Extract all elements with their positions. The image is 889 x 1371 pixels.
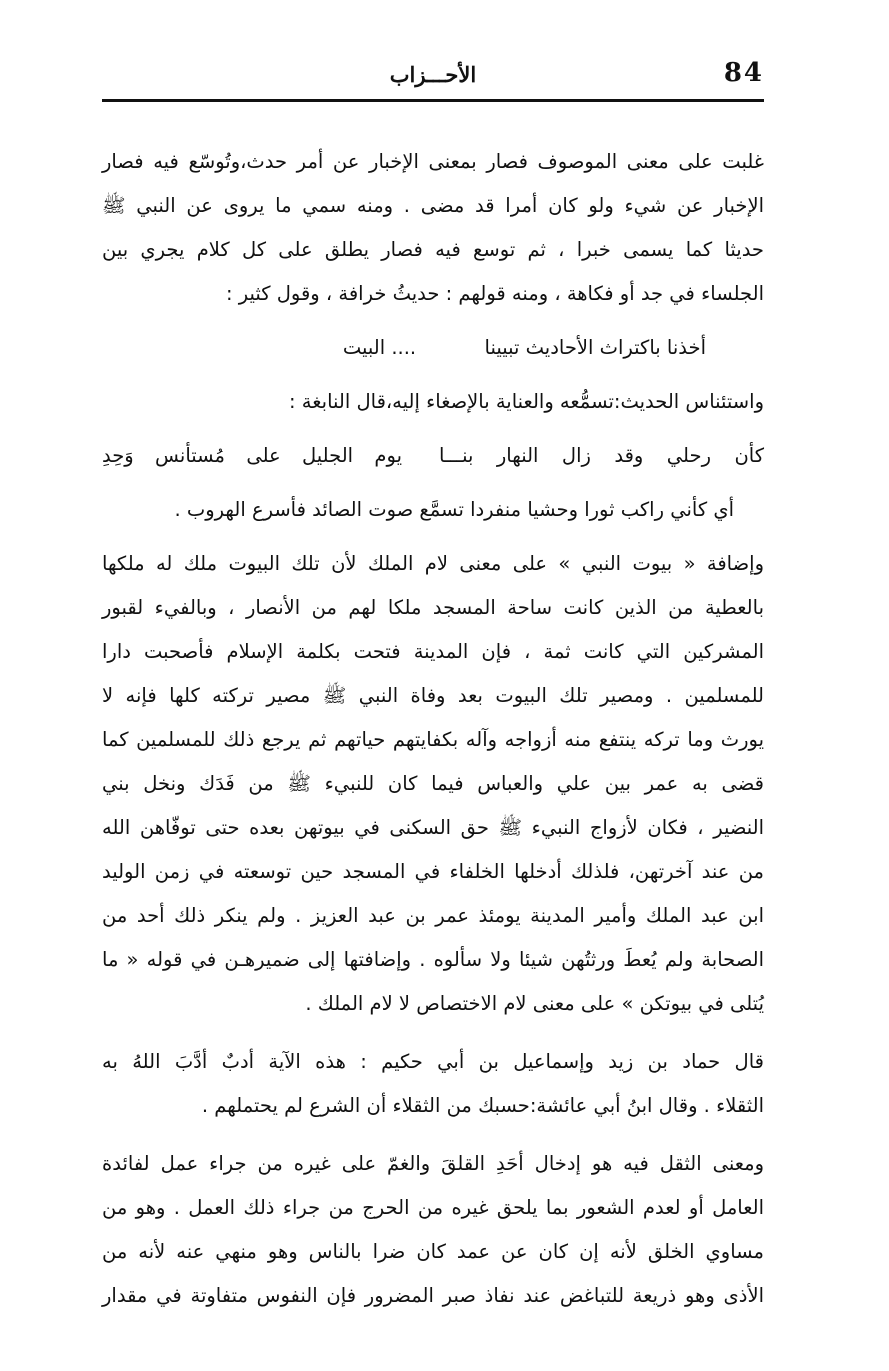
paragraph <box>102 1142 764 1318</box>
paragraph <box>102 488 764 532</box>
header-rule <box>102 99 764 102</box>
text-line: ومعنى الثقل فيه هو إدخال أحَدِ القلقَ والغمّ على غيره من جراء عمل لفائدة <box>102 1152 764 1175</box>
text-line: المشركين التي كانت ثمة ، فإن المدينة فتحت بكلمة الإسلام فأصحبت دارا <box>102 640 764 663</box>
text-line: للمسلمين . ومصير تلك البيوت بعد وفاة النبي ﷺ مصير تركته كلها فإنه لا <box>102 684 764 707</box>
text-line: الجلساء في جد أو فكاهة ، ومنه قولهم : حديثُ خرافة ، وقول كثير : <box>225 282 764 305</box>
paragraph <box>102 380 764 424</box>
paragraph <box>102 140 764 316</box>
text-line: النضير ، فكان لأزواج النبيء ﷺ حق السكنى في بيوتهن بعده حتى توفّاهن الله <box>102 816 764 839</box>
verse-line <box>102 434 764 478</box>
verse-line <box>102 326 764 370</box>
text-line: الإخبار عن شيء ولو كان أمرا قد مضى . ومنه سمي ما يروى عن النبي ﷺ <box>102 194 764 217</box>
text-line: يُتلى في بيوتكن » على معنى لام الاختصاص لا لام الملك . <box>305 992 764 1015</box>
text-line: العامل أو لعدم الشعور بما يلحق غيره من الحرج من جراء ذلك العمل . وهو من <box>102 1196 764 1219</box>
text-line: وإضافة « بيوت النبي » على معنى لام الملك لأن تلك البيوت ملك له ملكها <box>102 552 764 575</box>
text-line: الثقلاء . وقال ابنُ أبي عائشة:حسبك من الثقلاء أن الشرع لم يحتملهم . <box>201 1094 764 1117</box>
text-line: أي كأني راكب ثورا وحشيا منفردا تسمَّع صوت الصائد فأسرع الهروب . <box>174 498 734 521</box>
text-line: يورث وما تركه ينتفع منه أزواجه وآله بكفايتهم حياتهم ثم يرجع ذلك للمسلمين كما <box>102 728 764 751</box>
text-line: غلبت على معنى الموصوف فصار بمعنى الإخبار عن أمر حدث،وتُوسّع فيه فصار <box>102 150 764 173</box>
text-line: من عند آخرتهن، فلذلك أدخلها الخلفاء في المسجد حين توسعته في زمن الوليد <box>102 860 764 883</box>
paragraph <box>102 1040 764 1128</box>
verse-first-half: كأن رحلي وقد زال النهار بنـــا <box>439 444 764 467</box>
text-line: قال حماد بن زيد وإسماعيل بن أبي حكيم : هذه الآية أدبٌ أدَّبَ اللهُ به <box>102 1050 764 1073</box>
text-line: بالعطية من الذين كانت ساحة المسجد ملكا لهم من الأنصار ، وبالفيء لقبور <box>102 596 764 619</box>
running-title: الأحـــزاب <box>389 62 477 87</box>
page-number: 84 <box>723 58 764 88</box>
verse-second-half: .... البيت <box>342 336 417 359</box>
verse-second-half: يوم الجليل على مُستأنس وَحِدِ <box>102 444 402 467</box>
paragraph <box>102 542 764 1026</box>
text-line: ابن عبد الملك وأمير المدينة يومئذ عمر بن عبد العزيز . ولم ينكر ذلك أحد من <box>102 904 764 927</box>
page-header <box>102 56 764 96</box>
text-line: قضى به عمر بين علي والعباس فيما كان للنبيء ﷺ من فَدَك ونخل بني <box>102 772 764 795</box>
text-line: الصحابة ولم يُعطَ ورثتُهن شيئا ولا سألوه . وإضافتها إلى ضميرهـن في قوله « ما <box>102 948 764 971</box>
verse-first-half: أخذنا باكتراث الأحاديث تبيينا <box>484 336 706 359</box>
text-line: مساوي الخلق لأنه إن كان عن عمد كان ضرا بالناس وهو منهي عنه لأنه من <box>102 1240 764 1263</box>
text-line: واستئناس الحديث:تسمُّعه والعناية بالإصغاء إليه،قال النابغة : <box>289 390 764 413</box>
text-line: حديثا كما يسمى خبرا ، ثم توسع فيه فصار يطلق على كل كلام يجري بين <box>102 238 764 261</box>
body-text <box>102 140 764 1318</box>
text-line: الأذى وهو ذريعة للتباغض عند نفاذ صبر المضرور فإن النفوس متفاوتة في مقدار <box>102 1284 764 1307</box>
